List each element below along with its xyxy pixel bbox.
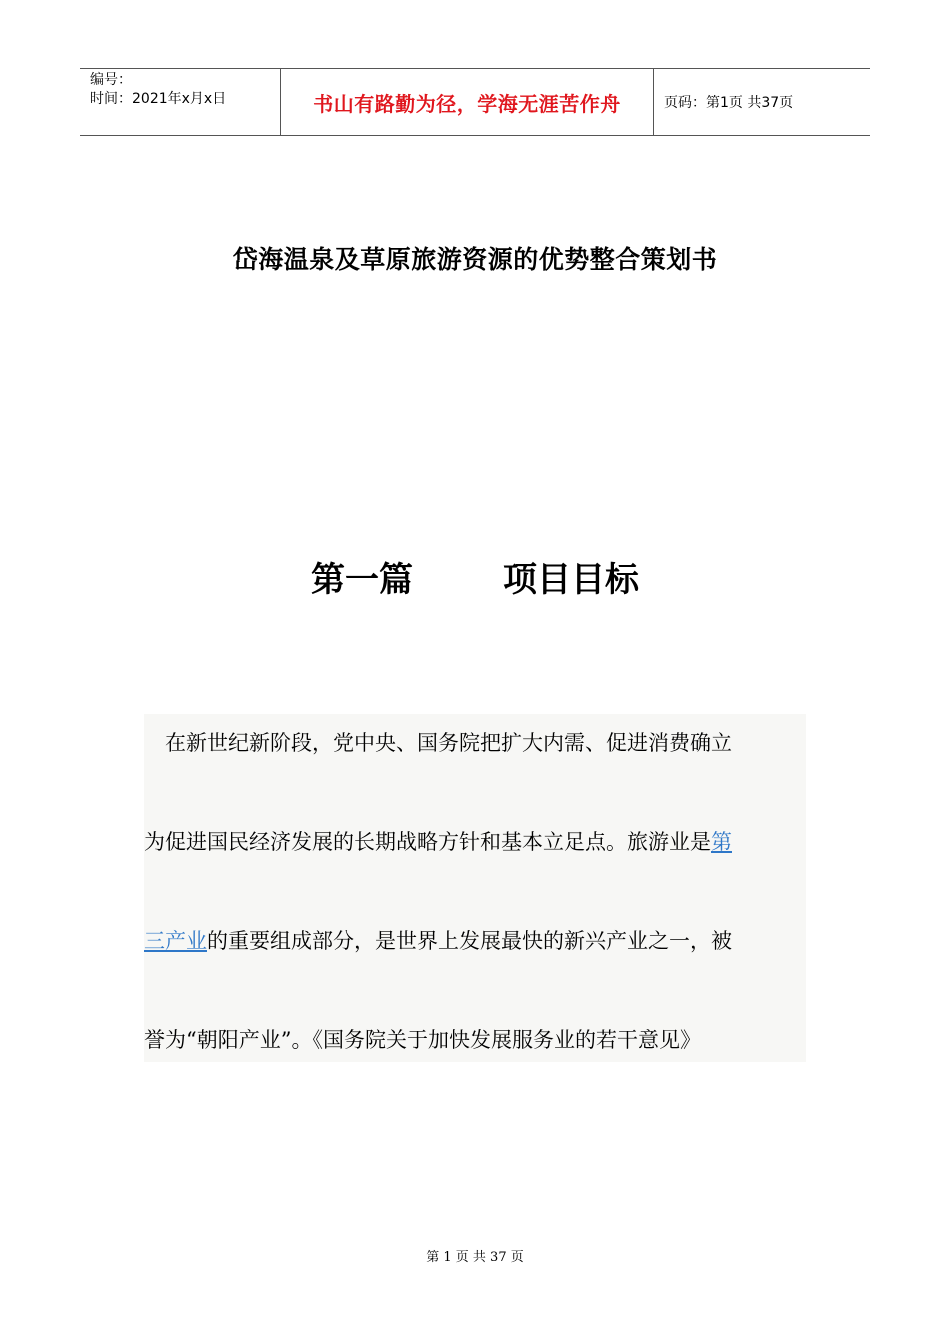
time-label: 时间：2021年x月x日 xyxy=(90,91,227,107)
body-paragraph xyxy=(144,714,806,1062)
paragraph-line-1 xyxy=(144,728,827,758)
tertiary-industry-link-part-1[interactable]: 第 xyxy=(711,830,732,854)
document-title: 岱海温泉及草原旅游资源的优势整合策划书 xyxy=(232,245,718,274)
paragraph-line-2 xyxy=(144,827,806,857)
motto-cell xyxy=(281,69,654,135)
paragraph-line-4-text: 誉为“朝阳产业”。《国务院关于加快发展服务业的若干意见》 xyxy=(144,1028,701,1052)
paragraph-line-3-text: 的重要组成部分，是世界上发展最快的新兴产业之一，被 xyxy=(207,929,732,953)
chapter-heading xyxy=(0,552,950,601)
chapter-number: 第一篇 xyxy=(311,560,413,600)
header-table xyxy=(80,68,870,136)
paragraph-line-4 xyxy=(144,1025,806,1055)
tertiary-industry-link-part-2[interactable]: 三产业 xyxy=(144,929,207,953)
paragraph-line-1-text: 在新世纪新阶段，党中央、国务院把扩大内需、促进消费确立 xyxy=(165,731,732,755)
page-info-cell xyxy=(654,69,870,135)
chapter-name: 项目目标 xyxy=(503,560,639,600)
paragraph-line-2-text: 为促进国民经济发展的长期战略方针和基本立足点。旅游业是 xyxy=(144,830,711,854)
page-info-text: 页码：第1页 共37页 xyxy=(664,95,794,111)
page-footer: 第 1 页 共 37 页 xyxy=(426,1250,524,1265)
code-label: 编号： xyxy=(90,72,132,88)
motto-text: 书山有路勤为径，学海无涯苦作舟 xyxy=(313,91,621,116)
header-meta-cell xyxy=(80,69,281,135)
paragraph-line-3 xyxy=(144,926,806,956)
